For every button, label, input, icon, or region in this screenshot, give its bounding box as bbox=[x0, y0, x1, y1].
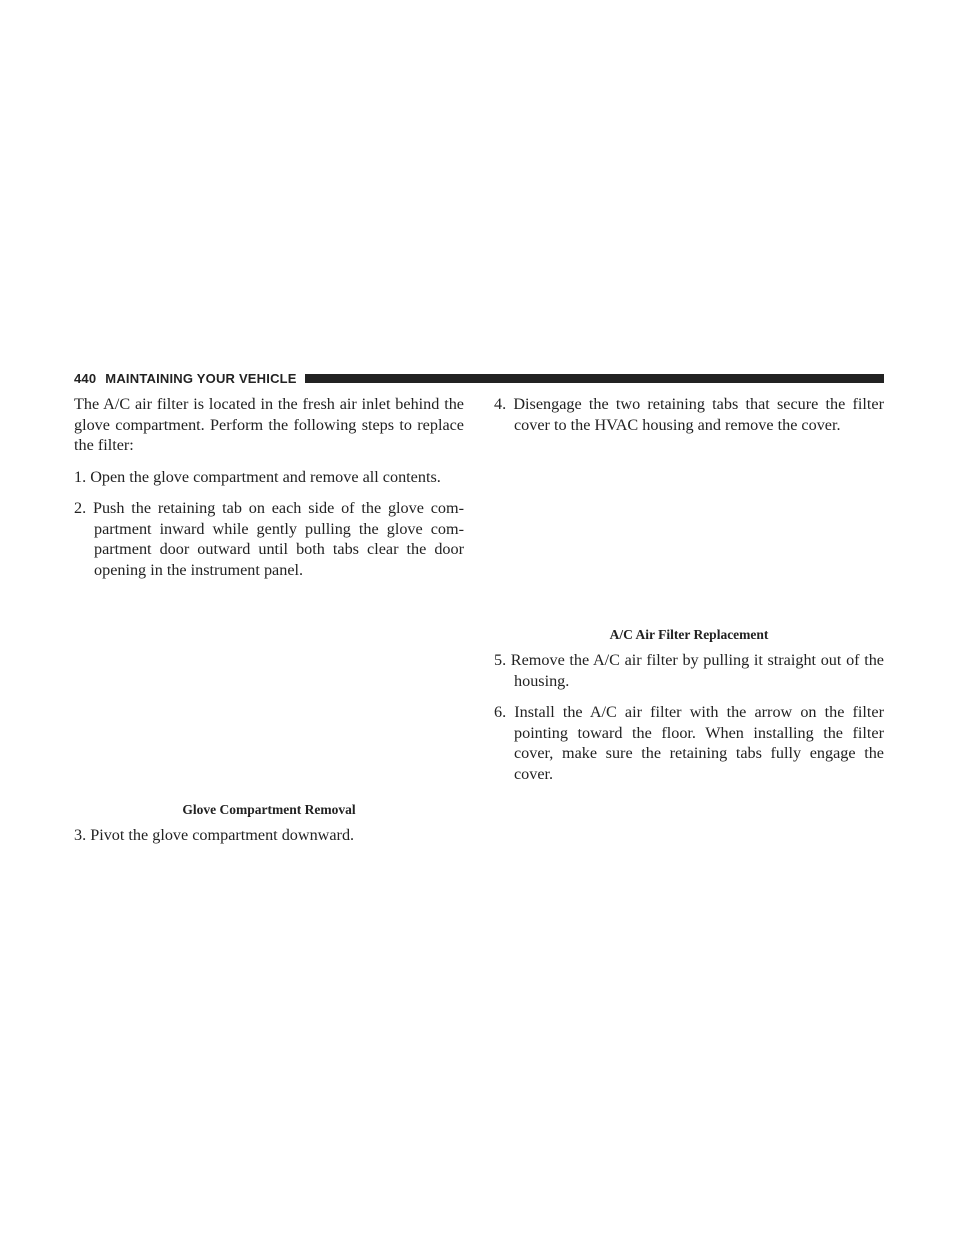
step-4: 4. Disengage the two retaining tabs that secure the filter cover to the HVAC housing and remove the cover. bbox=[494, 395, 884, 434]
left-column bbox=[74, 394, 464, 857]
step-5: 5. Remove the A/C air filter by pulling it straight out of the housing. bbox=[494, 651, 884, 690]
step-3: 3. Pivot the glove compartment downward. bbox=[74, 826, 355, 844]
page-header bbox=[74, 370, 884, 386]
air-filter-figure bbox=[494, 446, 884, 626]
page-number: 440 bbox=[74, 370, 97, 386]
step-1: 1. Open the glove compartment and remove all contents. bbox=[74, 467, 441, 486]
step-6: 6. Install the A/C air filter with the arrow on the filter pointing toward the floor. When installing the filter cover, make sure the retaining tabs fully engage the cover. bbox=[494, 703, 884, 783]
intro-paragraph: The A/C air filter is located in the fresh air inlet behind the glove compartment. Perform the following steps to replace the filter: bbox=[74, 395, 464, 454]
figure-caption-glove-compartment: Glove Compartment Removal bbox=[182, 802, 356, 817]
glove-compartment-figure bbox=[74, 591, 464, 801]
header-rule bbox=[305, 374, 884, 383]
right-column bbox=[494, 394, 884, 795]
step-2: 2. Push the retaining tab on each side of the glove com- partment inward while gently pulling the glove com- partment door outward until both tabs clear the door opening in the instrument panel. bbox=[74, 499, 464, 579]
section-title: MAINTAINING YOUR VEHICLE bbox=[105, 370, 297, 386]
figure-caption-air-filter: A/C Air Filter Replacement bbox=[609, 627, 769, 642]
